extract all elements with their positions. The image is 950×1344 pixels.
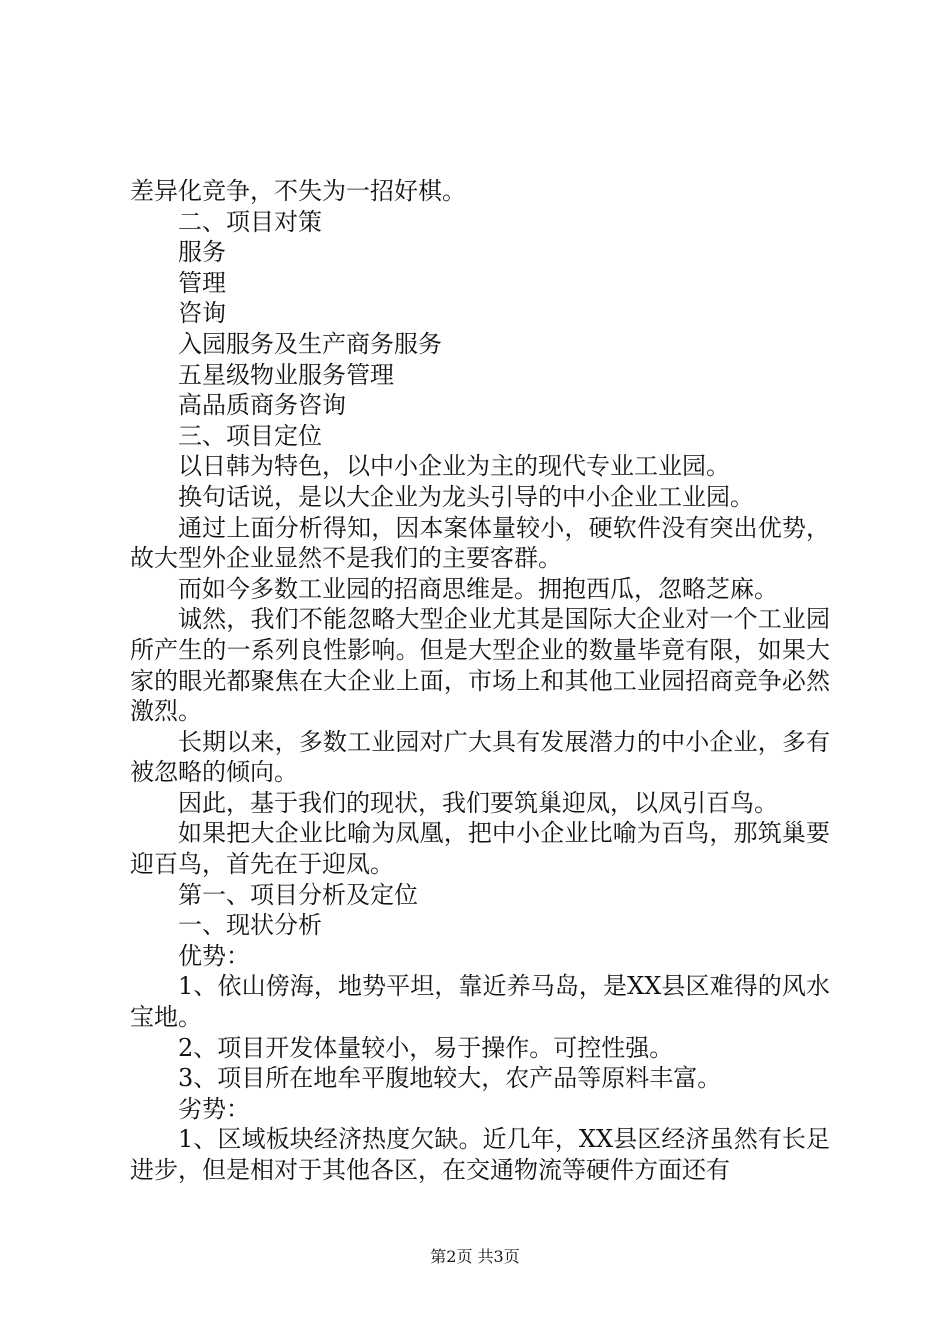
paragraph: 而如今多数工业园的招商思维是。拥抱西瓜，忽略芝麻。 bbox=[178, 574, 778, 603]
list-item: 咨询 bbox=[178, 299, 226, 328]
paragraph: 换句话说，是以大企业为龙头引导的中小企业工业园。 bbox=[178, 482, 754, 511]
section-heading-analysis: 一、现状分析 bbox=[178, 911, 322, 940]
page-footer bbox=[0, 1244, 950, 1267]
list-item: 管理 bbox=[178, 268, 226, 297]
list-item: 2、项目开发体量较小，易于操作。可控性强。 bbox=[178, 1033, 674, 1062]
subheading-weaknesses: 劣势： bbox=[178, 1094, 250, 1123]
section-heading-strategy: 二、项目对策 bbox=[178, 207, 322, 236]
paragraph: 诚然，我们不能忽略大型企业尤其是国际大企业对一个工业园所产生的一系列良性影响。但是大型企业的数量毕竟有限，如果大家的眼光都聚焦在大企业上面，市场上和其他工业园招商竞争必然激烈。 bbox=[130, 605, 830, 726]
paragraph: 如果把大企业比喻为凤凰，把中小企业比喻为百鸟，那筑巢要迎百鸟，首先在于迎凤。 bbox=[130, 819, 830, 879]
list-item: 五星级物业服务管理 bbox=[178, 360, 394, 389]
paragraph: 长期以来，多数工业园对广大具有发展潜力的中小企业，多有被忽略的倾向。 bbox=[130, 727, 830, 787]
list-item: 入园服务及生产商务服务 bbox=[178, 329, 442, 358]
subheading-strengths: 优势： bbox=[178, 941, 250, 970]
list-item: 高品质商务咨询 bbox=[178, 391, 346, 420]
paragraph: 以日韩为特色，以中小企业为主的现代专业工业园。 bbox=[178, 452, 730, 481]
list-item: 服务 bbox=[178, 238, 226, 267]
page-number-label: 第2页 共3页 bbox=[430, 1247, 520, 1266]
paragraph: 通过上面分析得知，因本案体量较小，硬软件没有突出优势，故大型外企业显然不是我们的主要客群。 bbox=[130, 513, 830, 573]
paragraph-continuation: 差异化竞争，不失为一招好棋。 bbox=[130, 177, 466, 205]
list-item: 3、项目所在地牟平腹地较大，农产品等原料丰富。 bbox=[178, 1064, 722, 1093]
list-item: 1、依山傍海，地势平坦，靠近养马岛，是XX县区难得的风水宝地。 bbox=[130, 972, 830, 1032]
list-item: 1、区域板块经济热度欠缺。近几年，XX县区经济虽然有长足进步，但是相对于其他各区，在交通物流等硬件方面还有 bbox=[130, 1125, 830, 1184]
chapter-heading: 第一、项目分析及定位 bbox=[178, 880, 418, 909]
section-heading-positioning: 三、项目定位 bbox=[178, 421, 322, 450]
paragraph: 因此，基于我们的现状，我们要筑巢迎凤，以凤引百鸟。 bbox=[178, 788, 778, 817]
document-body bbox=[130, 176, 830, 1186]
